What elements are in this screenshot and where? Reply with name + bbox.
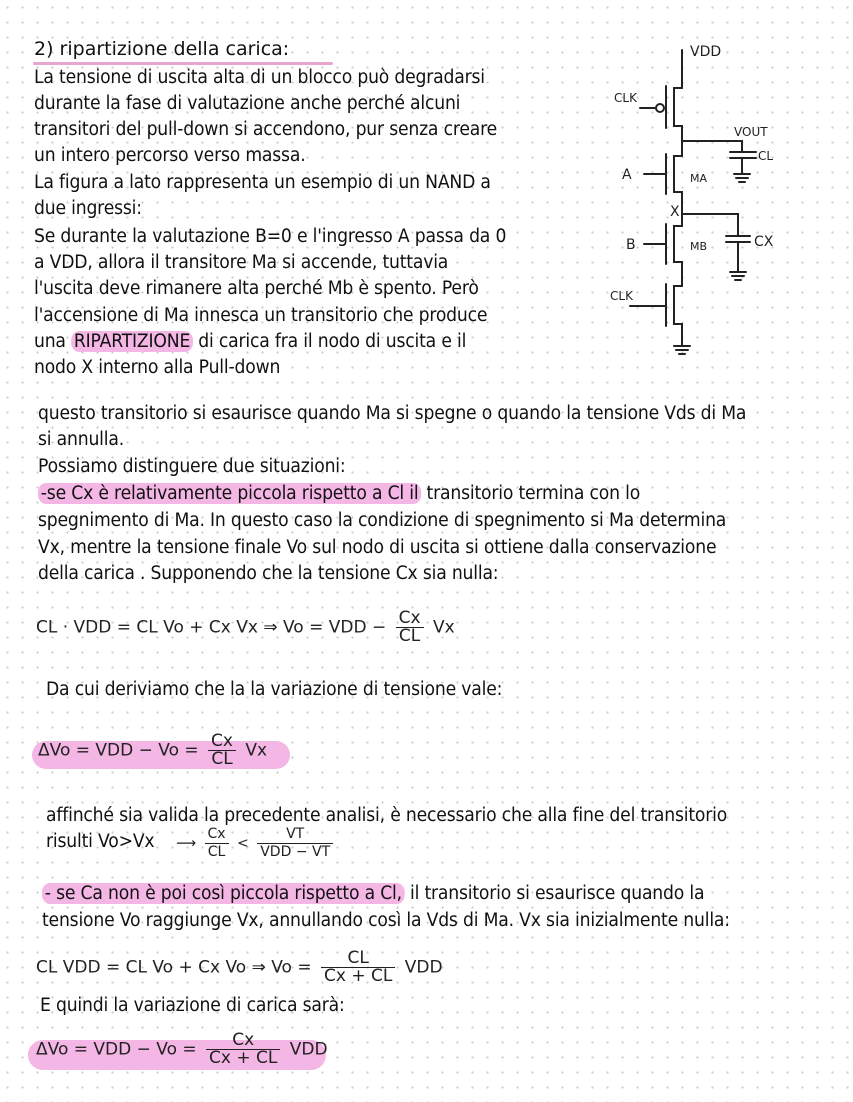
eq4-den: Cx + CL: [323, 966, 393, 986]
nand-circuit-diagram: [600, 36, 805, 366]
case1-line-4: della carica . Supponendo che la tensione Cx sia nulla:: [38, 563, 499, 584]
title-underline: [33, 62, 333, 65]
case2-highlight: - se Ca non è poi così piccola rispetto a Cl,: [42, 883, 405, 904]
section-title: 2) ripartizione della carica:: [34, 38, 290, 60]
eq3-den1: CL: [207, 844, 226, 860]
clk-top-label: CLK: [614, 91, 637, 105]
eq3-den2: VDD − VT: [260, 844, 331, 860]
equation-1: [36, 610, 455, 645]
vout-label: VOUT: [734, 125, 768, 139]
derivation-text: Da cui deriviamo che la la variazione di tensione vale:: [46, 679, 503, 700]
case1-line-1: [38, 483, 640, 504]
eq3-fraction-1: [205, 826, 229, 861]
eq3-num2: VT: [257, 826, 333, 844]
eq1-tail: Vx: [432, 617, 455, 638]
case2-line-1: [42, 883, 704, 904]
clk-bottom-label: CLK: [610, 289, 633, 303]
equation-2: [38, 733, 267, 768]
body-line-3: Possiamo distinguere due situazioni:: [38, 456, 346, 477]
intro-line-2: durante la fase di valutazione anche perché alcuni: [34, 93, 461, 114]
eq5-num: Cx: [206, 1032, 280, 1050]
eq5-tail: VDD: [289, 1039, 328, 1060]
eq3-num1: Cx: [205, 826, 229, 844]
intro-line-8: a VDD, allora il transitore Ma si accende, tuttavia: [34, 252, 449, 273]
eq4-tail: VDD: [404, 957, 443, 978]
intro-line-6: due ingressi:: [34, 198, 142, 219]
input-b-label: B: [626, 237, 636, 253]
mb-label: MB: [690, 240, 708, 253]
case1-line-2: spegnimento di Ma. In questo caso la condizione di spegnimento si Ma determina: [38, 510, 727, 531]
valid-line-1: affinché sia valida la precedente analisi, è necessario che alla fine del transitorio: [46, 805, 728, 826]
eq1-fraction: [396, 610, 424, 645]
final-text: E quindi la variazione di carica sarà:: [40, 995, 345, 1016]
intro-line-11-after: di carica fra il nodo di uscita e il: [192, 331, 467, 352]
eq3-arrow: ⟶: [176, 835, 197, 852]
eq1-den: CL: [398, 626, 421, 646]
eq4-fraction: [321, 950, 395, 985]
eq3-op: <: [237, 835, 249, 852]
node-x-label: X: [670, 204, 680, 220]
ma-label: MA: [690, 172, 708, 185]
intro-line-9: l'uscita deve rimanere alta perché Mb è spento. Però: [34, 278, 479, 299]
intro-line-4: un intero percorso verso massa.: [34, 145, 306, 166]
eq5-lhs: ΔVo = VDD − Vo =: [36, 1039, 197, 1060]
case1-after: transitorio termina con lo: [421, 483, 641, 504]
eq2-tail: Vx: [245, 740, 268, 761]
cx-label: CX: [754, 234, 774, 250]
cl-label: CL: [758, 149, 774, 163]
intro-line-10: l'accensione di Ma innesca un transitorio che produce: [34, 305, 488, 326]
equation-3: [176, 826, 337, 861]
eq2-lhs: ΔVo = VDD − Vo =: [38, 740, 199, 761]
eq4-lhs: CL VDD = CL Vo + Cx Vo ⇒ Vo =: [36, 957, 312, 978]
case1-highlight: -se Cx è relativamente piccola rispetto a Cl il: [38, 483, 421, 504]
valid-line-2: risulti Vo>Vx: [46, 831, 155, 852]
case2-line-2: tensione Vo raggiunge Vx, annullando così la Vds di Ma. Vx sia inizialmente nulla:: [42, 910, 730, 931]
equation-4: [36, 950, 443, 985]
eq2-den: CL: [211, 749, 233, 769]
body-line-1: questo transitorio si esaurisce quando Ma si spegne o quando la tensione Vds di Ma: [38, 403, 747, 424]
eq4-num: CL: [321, 950, 395, 968]
eq5-fraction: [206, 1032, 280, 1067]
equation-5: [36, 1032, 328, 1067]
ripartizione-highlight: RIPARTIZIONE: [71, 331, 193, 352]
eq5-den: Cx + CL: [209, 1048, 278, 1068]
eq1-lhs: CL · VDD = CL Vo + Cx Vx ⇒ Vo = VDD −: [36, 617, 387, 638]
intro-line-11: [34, 331, 466, 352]
intro-line-11-before: una: [34, 331, 72, 352]
case2-after: il transitorio si esaurisce quando la: [404, 883, 705, 904]
intro-line-3: transitori del pull-down si accendono, pur senza creare: [34, 119, 498, 140]
eq1-num: Cx: [396, 610, 424, 628]
eq2-fraction: [208, 733, 236, 768]
body-line-2: si annulla.: [38, 429, 124, 450]
eq3-fraction-2: [257, 826, 333, 861]
input-a-label: A: [622, 167, 632, 183]
eq2-num: Cx: [208, 733, 236, 751]
case1-line-3: Vx, mentre la tensione finale Vo sul nodo di uscita si ottiene dalla conservazione: [38, 537, 717, 558]
intro-line-5: La figura a lato rappresenta un esempio di un NAND a: [34, 172, 491, 193]
vdd-label: VDD: [690, 44, 722, 60]
intro-line-12: nodo X interno alla Pull-down: [34, 357, 281, 378]
intro-line-1: La tensione di uscita alta di un blocco può degradarsi: [34, 67, 485, 88]
intro-line-7: Se durante la valutazione B=0 e l'ingresso A passa da 0: [34, 226, 507, 247]
